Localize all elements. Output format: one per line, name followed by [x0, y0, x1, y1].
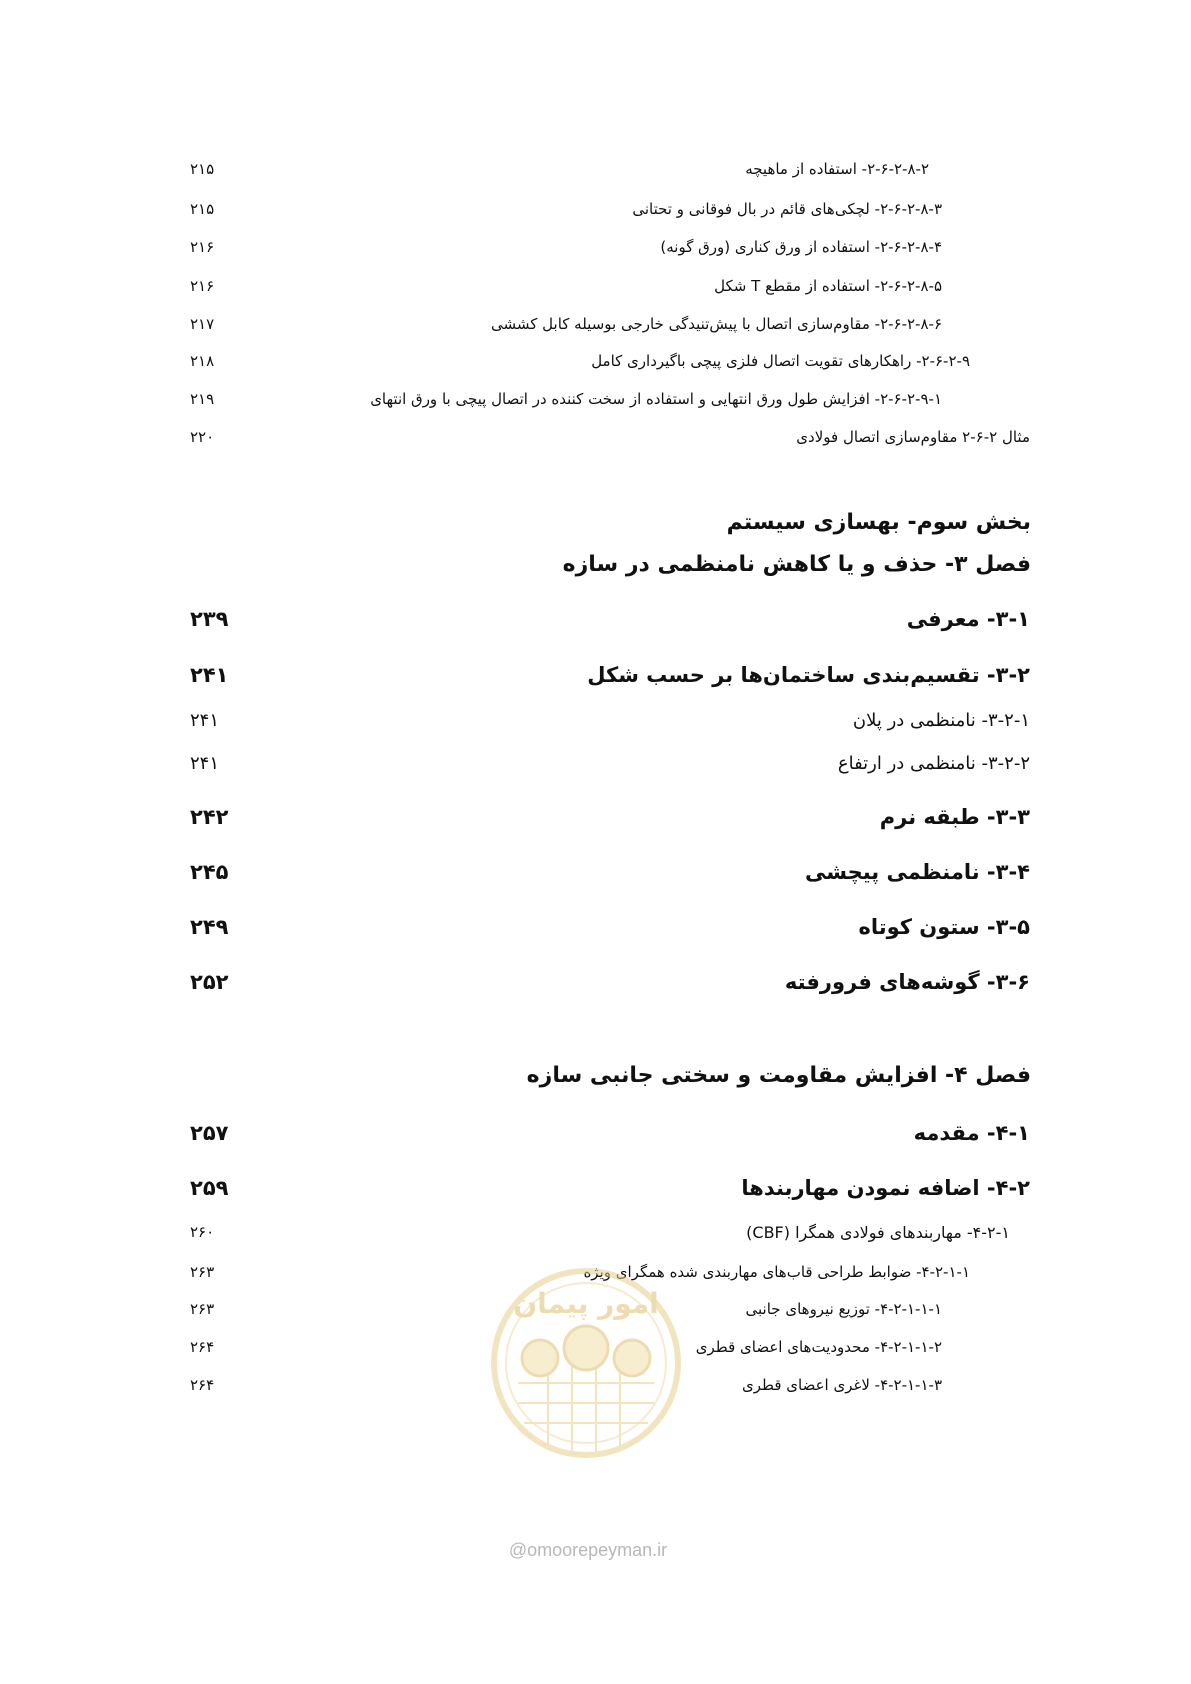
toc-entry-title: ۳-۲-۲- نامنظمی در ارتفاع — [837, 753, 1030, 774]
toc-entry-title: ۴-۲- اضافه نمودن مهاربندها — [741, 1176, 1030, 1200]
toc-entry-title: ۴-۲-۱- مهاربندهای فولادی همگرا (CBF) — [746, 1223, 1010, 1242]
watermark-logo — [488, 1263, 684, 1463]
chapter-title: فصل ۳- حذف و یا کاهش نامنظمی در سازه — [562, 552, 1031, 577]
toc-entry-title: ۳-۶- گوشه‌های فرورفته — [784, 970, 1030, 994]
toc-entry-title: ۲-۶-۲-۸-۲- استفاده از ماهیچه — [745, 160, 929, 178]
toc-entry-title: ۳-۴- نامنظمی پیچشی — [804, 860, 1030, 884]
toc-entry-page: ۲۴۲ — [190, 805, 229, 829]
toc-entry-page: ۲۳۹ — [190, 607, 229, 631]
toc-entry-title: ۲-۶-۲-۸-۴- استفاده از ورق کناری (ورق گونه) — [660, 238, 942, 256]
toc-entry-title: ۲-۶-۲-۹-۱- افزایش طول ورق انتهایی و استفاده از سخت کننده در اتصال پیچی با ورق انتهای — [370, 390, 942, 408]
toc-entry-title: ۳-۱- معرفی — [906, 607, 1030, 631]
toc-entry-page: ۲۴۱ — [190, 663, 229, 687]
chapter-title: فصل ۴- افزایش مقاومت و سختی جانبی سازه — [526, 1063, 1031, 1088]
toc-entry-page: ۲۱۸ — [190, 352, 215, 370]
toc-entry-title: ۳-۳- طبقه نرم — [879, 805, 1030, 829]
toc-entry-title: ۴-۲-۱-۱- ضوابط طراحی قاب‌های مهاربندی شده همگرای ویژه — [583, 1263, 970, 1281]
toc-entry-title: ۴-۲-۱-۱-۲- محدودیت‌های اعضای قطری — [695, 1338, 942, 1356]
toc-entry-page: ۲۶۳ — [190, 1300, 215, 1318]
toc-entry-page: ۲۶۴ — [190, 1376, 215, 1394]
part-title: بخش سوم- بهسازی سیستم — [726, 510, 1031, 535]
toc-entry-page: ۲۱۹ — [190, 390, 215, 408]
toc-entry-page: ۲۴۱ — [190, 710, 220, 731]
toc-entry-page: ۲۱۵ — [190, 160, 215, 178]
toc-entry-title: ۲-۶-۲-۹- راهکارهای تقویت اتصال فلزی پیچی باگیرداری کامل — [591, 352, 970, 370]
watermark-text: @omoorepeyman.ir — [508, 1540, 668, 1560]
toc-entry-page: ۲۴۹ — [190, 915, 229, 939]
toc-entry-page: ۲۴۵ — [190, 860, 229, 884]
toc-entry-page: ۲۱۶ — [190, 238, 215, 256]
svg-text:امور پیمان: امور پیمان — [513, 1287, 659, 1320]
toc-entry-page: ۲۱۵ — [190, 200, 215, 218]
toc-entry-page: ۲۵۷ — [190, 1121, 229, 1145]
toc-entry-page: ۲۵۹ — [190, 1176, 229, 1200]
toc-entry-title: ۲-۶-۲-۸-۶- مقاوم‌سازی اتصال با پیش‌تنیدگی خارجی بوسیله کابل کششی — [490, 315, 942, 333]
toc-entry-page: ۲۲۰ — [190, 428, 215, 446]
toc-entry-title: ۴-۲-۱-۱-۱- توزیع نیروهای جانبی — [745, 1300, 942, 1318]
toc-entry-title: ۳-۲- تقسیم‌بندی ساختمان‌ها بر حسب شکل — [587, 663, 1030, 687]
toc-entry-title: مثال ۲-۶-۲ مقاوم‌سازی اتصال فولادی — [796, 428, 1030, 446]
toc-entry-page: ۲۱۷ — [190, 315, 215, 333]
toc-entry-title: ۲-۶-۲-۸-۳- لچکی‌های قائم در بال فوقانی و تحتانی — [632, 200, 942, 218]
toc-entry-title: ۴-۱- مقدمه — [913, 1121, 1030, 1145]
toc-entry-title: ۴-۲-۱-۱-۳- لاغری اعضای قطری — [742, 1376, 942, 1394]
toc-entry-page: ۲۶۴ — [190, 1338, 215, 1356]
toc-entry-page: ۲۶۳ — [190, 1263, 215, 1281]
toc-entry-page: ۲۴۱ — [190, 753, 220, 774]
toc-entry-title: ۲-۶-۲-۸-۵- استفاده از مقطع T شکل — [714, 277, 942, 295]
toc-entry-title: ۳-۵- ستون کوتاه — [858, 915, 1030, 939]
toc-entry-title: ۳-۲-۱- نامنظمی در پلان — [852, 710, 1030, 731]
toc-entry-page: ۲۵۲ — [190, 970, 229, 994]
toc-entry-page: ۲۱۶ — [190, 277, 215, 295]
toc-entry-page: ۲۶۰ — [190, 1223, 215, 1241]
